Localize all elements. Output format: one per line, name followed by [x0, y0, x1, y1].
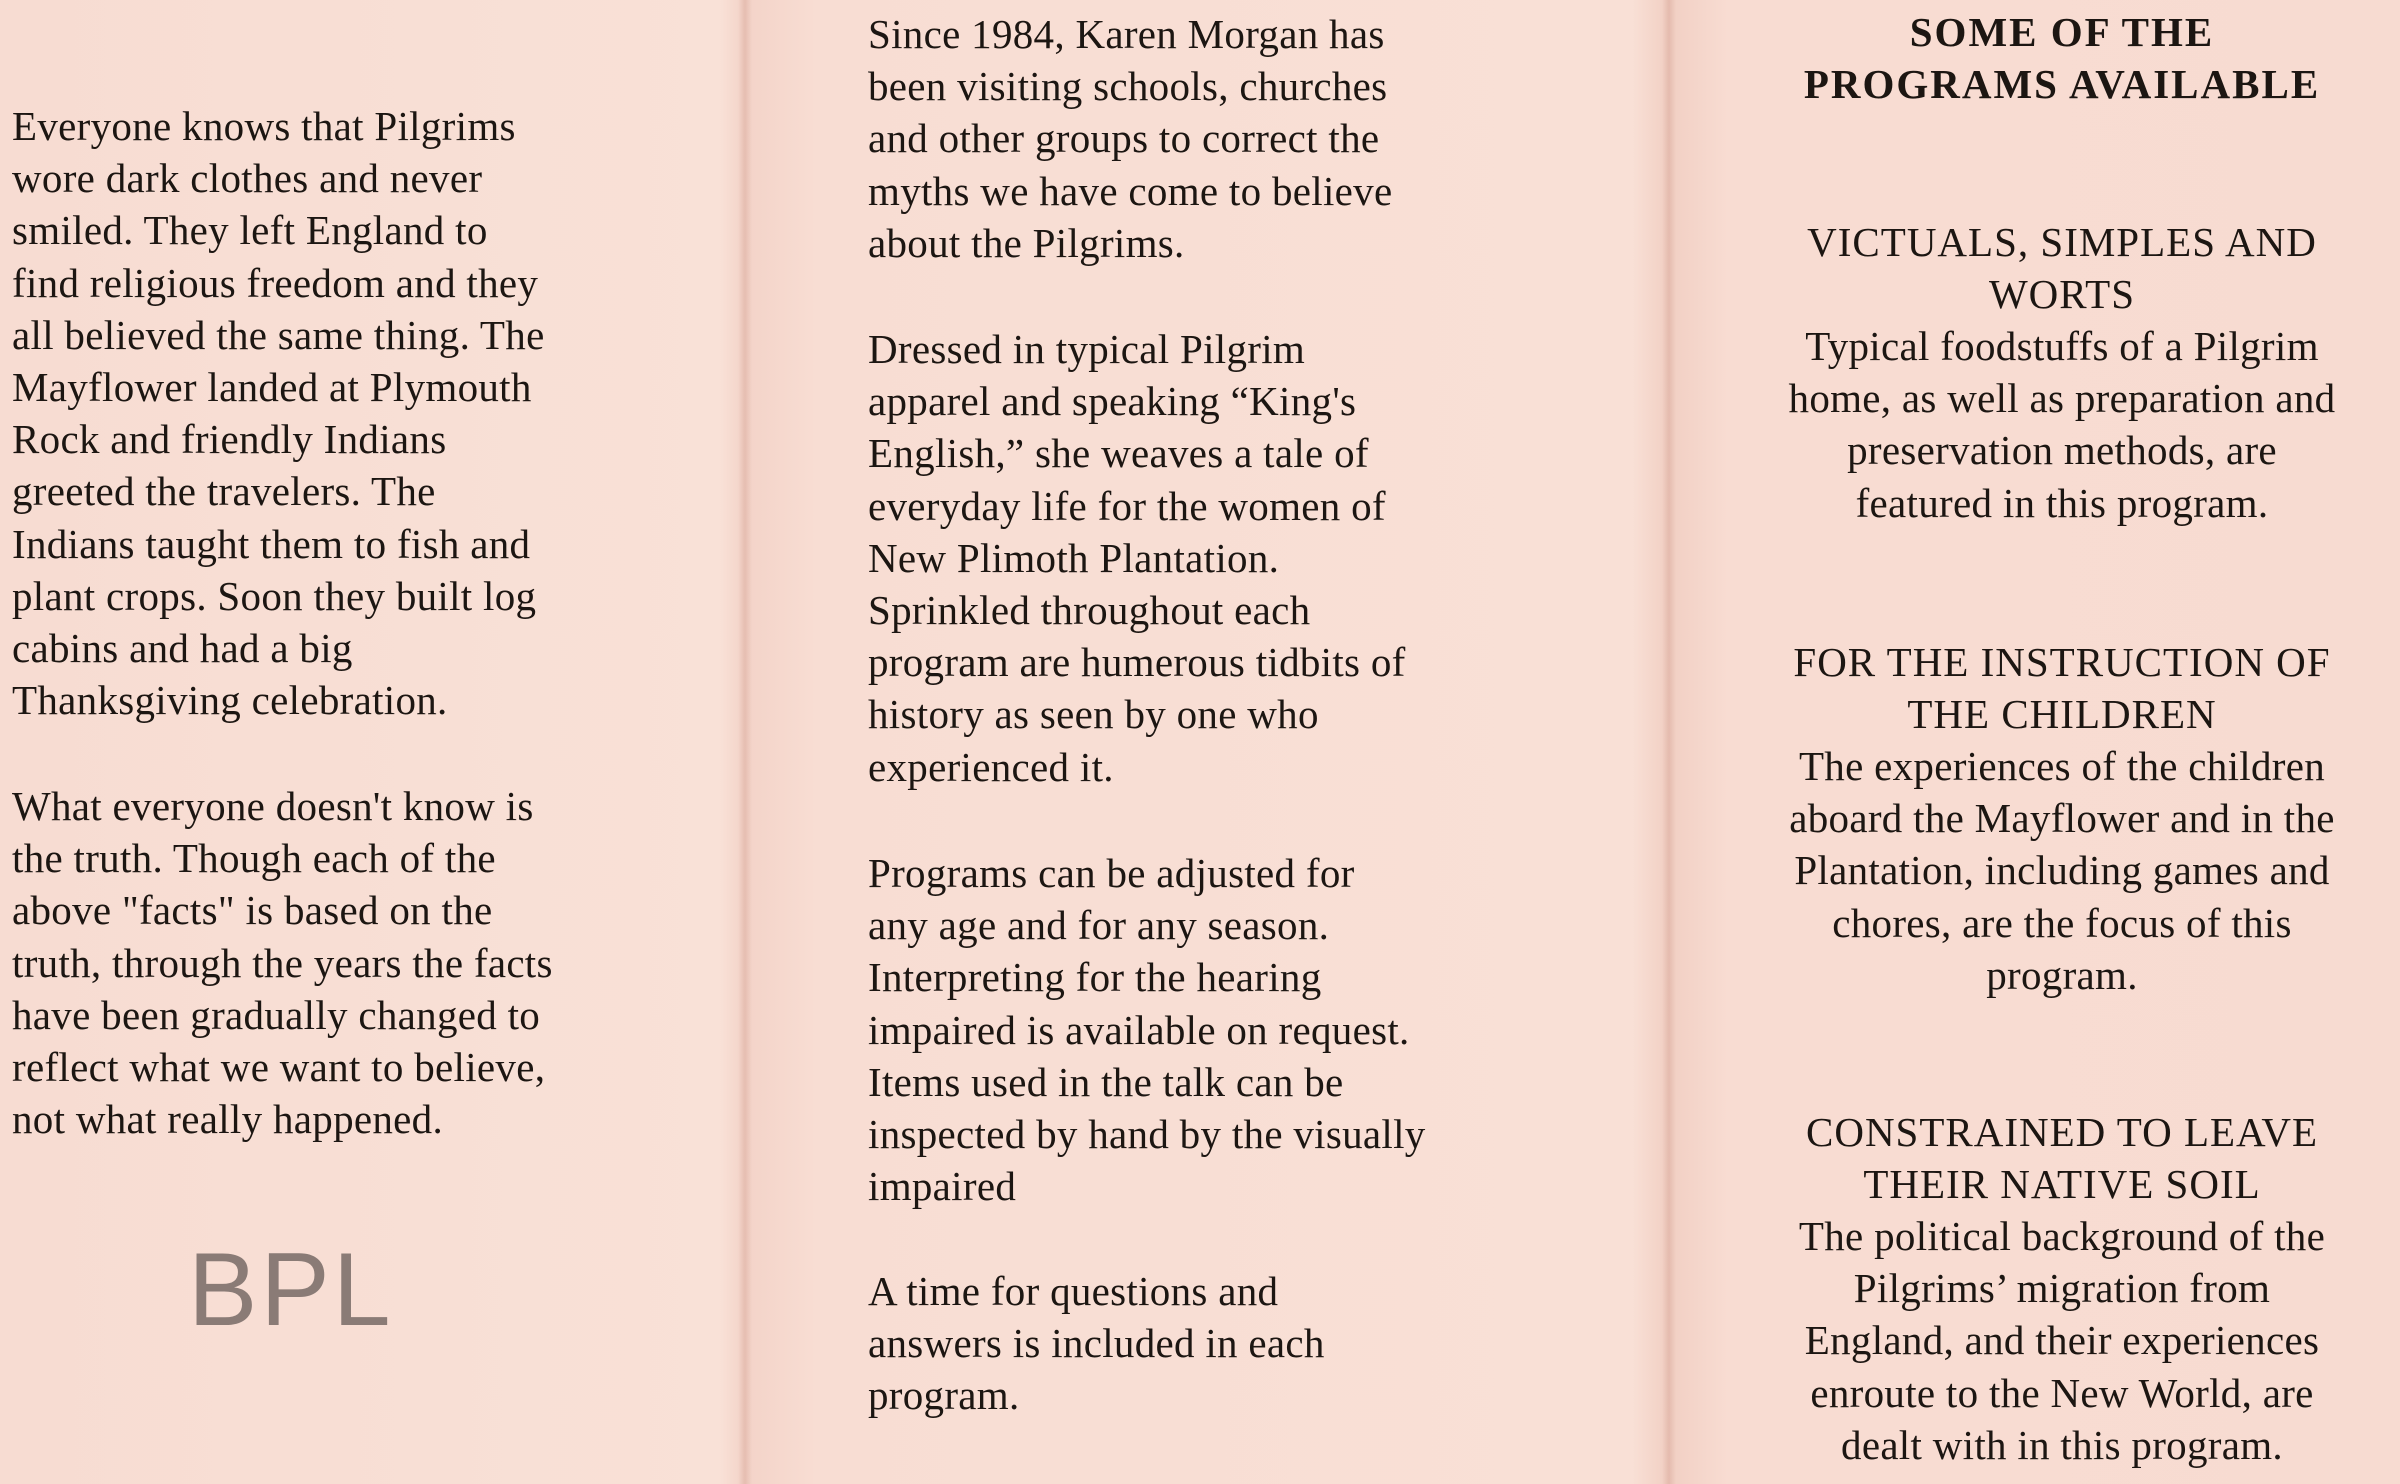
questions-paragraph: A time for questions and answers is included in each program. — [868, 1268, 1325, 1419]
program-description: Typical foodstuffs of a Pilgrim home, as well as preparation and preservation methods, are featured in this program. — [1788, 323, 2336, 526]
truth-paragraph: What everyone doesn't know is the truth. Though each of the above "facts" is based on the truth, through the years the facts have been gradually changed to reflect what we want to believe, not what really happened. — [12, 783, 553, 1143]
performance-paragraph: Dressed in typical Pilgrim apparel and speaking “King's English,” she weaves a tale of everyday life for the women of New Plimoth Plantation. Sprinkled throughout each program are humerous tidbits of history as seen by one who experienced it. — [868, 326, 1406, 790]
program-item — [1728, 1106, 2396, 1471]
fold-crease-left — [738, 0, 752, 1484]
program-description: The political background of the Pilgrims’ migration from England, and their experiences enroute to the New World, are dealt with in this program. — [1798, 1213, 2326, 1468]
program-item — [1728, 216, 2396, 529]
accessibility-paragraph: Programs can be adjusted for any age and for any season. Interpreting for the hearing impaired is available on request. Items used in the talk can be inspected by hand by the visually impaired — [868, 850, 1426, 1210]
program-item — [1728, 636, 2396, 1001]
library-watermark: BPL — [188, 1232, 394, 1348]
myths-paragraph: Everyone knows that Pilgrims wore dark clothes and never smiled. They left England to find religious freedom and they all believed the same thing. The Mayflower landed at Plymouth Rock and friendly Indians greeted the travelers. The Indians taught them to fish and plant crops. Soon they built log cabins and had a big Thanksgiving celebration. — [12, 103, 545, 724]
fold-crease-right — [1662, 0, 1676, 1484]
programs-heading: SOME OF THE PROGRAMS AVAILABLE — [1803, 9, 2321, 107]
program-description: The experiences of the children aboard the Mayflower and in the Plantation, including games and chores, are the focus of this program. — [1789, 743, 2335, 998]
program-title: FOR THE INSTRUCTION OF THE CHILDREN — [1793, 639, 2331, 737]
intro-paragraph: Since 1984, Karen Morgan has been visiting schools, churches and other groups to correct the myths we have come to believe about the Pilgrims. — [868, 11, 1393, 266]
program-title: VICTUALS, SIMPLES AND WORTS — [1807, 219, 2317, 317]
program-title: CONSTRAINED TO LEAVE THEIR NATIVE SOIL — [1805, 1109, 2319, 1207]
